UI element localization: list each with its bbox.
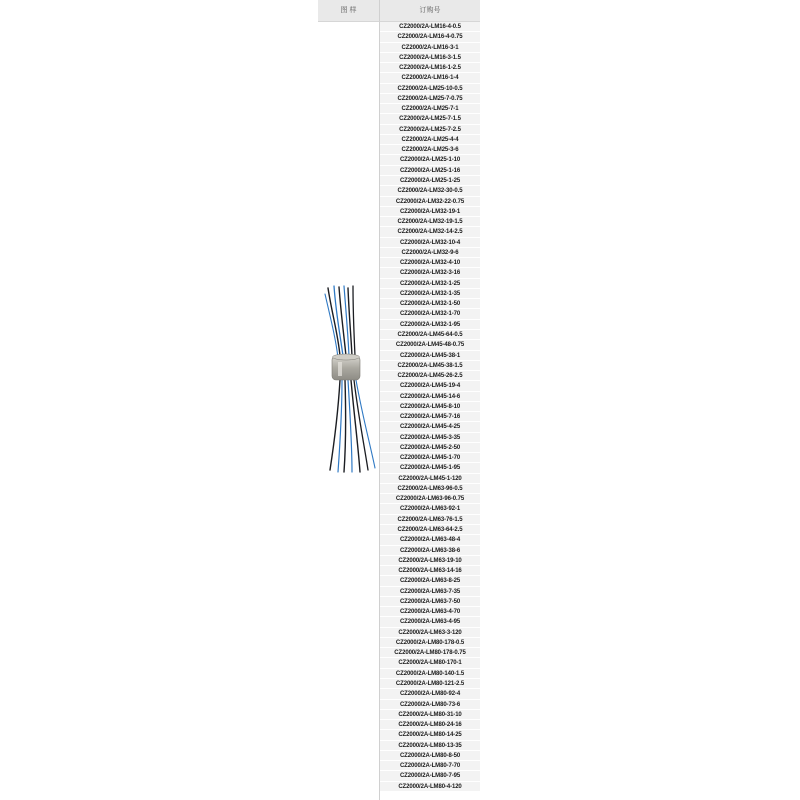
order-code-row: CZ2000/2A-LM80-7-95 <box>380 771 480 781</box>
order-code-row: CZ2000/2A-LM25-1-16 <box>380 166 480 176</box>
cable-slip-ring-image <box>322 284 378 474</box>
order-code-row: CZ2000/2A-LM80-13-35 <box>380 741 480 751</box>
order-code-row: CZ2000/2A-LM32-30-0.5 <box>380 186 480 196</box>
order-code-row: CZ2000/2A-LM80-92-4 <box>380 689 480 699</box>
order-code-row: CZ2000/2A-LM32-1-25 <box>380 279 480 289</box>
order-code-row: CZ2000/2A-LM80-31-10 <box>380 710 480 720</box>
order-code-row: CZ2000/2A-LM45-1-120 <box>380 474 480 484</box>
order-code-row: CZ2000/2A-LM45-64-0.5 <box>380 330 480 340</box>
order-code-row: CZ2000/2A-LM32-1-70 <box>380 309 480 319</box>
order-code-row: CZ2000/2A-LM45-4-25 <box>380 422 480 432</box>
order-code-row: CZ2000/2A-LM45-38-1.5 <box>380 361 480 371</box>
order-code-row: CZ2000/2A-LM25-7-0.75 <box>380 94 480 104</box>
order-code-row: CZ2000/2A-LM80-121-2.5 <box>380 679 480 689</box>
order-code-row: CZ2000/2A-LM63-48-4 <box>380 535 480 545</box>
order-code-row: CZ2000/2A-LM63-4-70 <box>380 607 480 617</box>
order-code-row: CZ2000/2A-LM32-22-0.75 <box>380 197 480 207</box>
column-header-order-code: 订购号 <box>380 0 480 22</box>
order-code-row: CZ2000/2A-LM32-19-1.5 <box>380 217 480 227</box>
order-code-row: CZ2000/2A-LM63-19-10 <box>380 556 480 566</box>
order-code-row: CZ2000/2A-LM16-4-0.75 <box>380 32 480 42</box>
order-code-row: CZ2000/2A-LM80-7-70 <box>380 761 480 771</box>
order-code-row: CZ2000/2A-LM32-3-16 <box>380 268 480 278</box>
order-code-row: CZ2000/2A-LM63-8-25 <box>380 576 480 586</box>
order-code-row: CZ2000/2A-LM45-8-10 <box>380 402 480 412</box>
order-code-row: CZ2000/2A-LM63-92-1 <box>380 504 480 514</box>
order-code-row: CZ2000/2A-LM45-26-2.5 <box>380 371 480 381</box>
order-code-row: CZ2000/2A-LM80-178-0.5 <box>380 638 480 648</box>
order-code-row: CZ2000/2A-LM63-7-35 <box>380 587 480 597</box>
order-code-row: CZ2000/2A-LM32-1-35 <box>380 289 480 299</box>
order-code-row: CZ2000/2A-LM80-8-50 <box>380 751 480 761</box>
order-code-row: CZ2000/2A-LM63-3-120 <box>380 628 480 638</box>
order-code-row: CZ2000/2A-LM80-178-0.75 <box>380 648 480 658</box>
order-code-row: CZ2000/2A-LM45-3-35 <box>380 433 480 443</box>
order-code-row: CZ2000/2A-LM32-1-95 <box>380 320 480 330</box>
order-code-row: CZ2000/2A-LM63-4-95 <box>380 617 480 627</box>
column-header-image: 图 样 <box>318 0 380 22</box>
order-code-row: CZ2000/2A-LM63-38-6 <box>380 546 480 556</box>
order-code-row: CZ2000/2A-LM32-14-2.5 <box>380 227 480 237</box>
order-code-row: CZ2000/2A-LM45-1-70 <box>380 453 480 463</box>
order-code-row: CZ2000/2A-LM63-14-16 <box>380 566 480 576</box>
order-code-row: CZ2000/2A-LM16-1-2.5 <box>380 63 480 73</box>
order-code-row: CZ2000/2A-LM45-38-1 <box>380 351 480 361</box>
order-code-row: CZ2000/2A-LM16-1-4 <box>380 73 480 83</box>
order-code-row: CZ2000/2A-LM45-48-0.75 <box>380 340 480 350</box>
order-code-row: CZ2000/2A-LM45-19-4 <box>380 381 480 391</box>
order-code-row: CZ2000/2A-LM80-140-1.5 <box>380 669 480 679</box>
image-column <box>318 22 380 800</box>
order-code-row: CZ2000/2A-LM63-64-2.5 <box>380 525 480 535</box>
order-code-row: CZ2000/2A-LM45-14-6 <box>380 392 480 402</box>
order-code-row: CZ2000/2A-LM45-2-50 <box>380 443 480 453</box>
order-code-row: CZ2000/2A-LM45-7-16 <box>380 412 480 422</box>
order-code-row: CZ2000/2A-LM32-19-1 <box>380 207 480 217</box>
order-code-row: CZ2000/2A-LM80-73-6 <box>380 700 480 710</box>
order-code-row: CZ2000/2A-LM25-7-1.5 <box>380 114 480 124</box>
order-code-row: CZ2000/2A-LM16-3-1.5 <box>380 53 480 63</box>
order-code-row: CZ2000/2A-LM25-3-6 <box>380 145 480 155</box>
order-code-row: CZ2000/2A-LM80-170-1 <box>380 658 480 668</box>
order-code-row: CZ2000/2A-LM16-4-0.5 <box>380 22 480 32</box>
order-code-row: CZ2000/2A-LM32-1-50 <box>380 299 480 309</box>
order-code-row: CZ2000/2A-LM32-4-10 <box>380 258 480 268</box>
order-code-row: CZ2000/2A-LM63-96-0.5 <box>380 484 480 494</box>
order-code-row: CZ2000/2A-LM25-1-25 <box>380 176 480 186</box>
order-code-row: CZ2000/2A-LM32-10-4 <box>380 238 480 248</box>
order-code-row: CZ2000/2A-LM16-3-1 <box>380 43 480 53</box>
order-code-row: CZ2000/2A-LM63-96-0.75 <box>380 494 480 504</box>
order-code-row: CZ2000/2A-LM63-7-50 <box>380 597 480 607</box>
order-code-list <box>380 22 480 800</box>
order-code-row: CZ2000/2A-LM80-14-25 <box>380 730 480 740</box>
order-code-row: CZ2000/2A-LM25-4-4 <box>380 135 480 145</box>
order-code-row: CZ2000/2A-LM63-76-1.5 <box>380 515 480 525</box>
order-code-row: CZ2000/2A-LM32-9-6 <box>380 248 480 258</box>
order-code-row: CZ2000/2A-LM80-4-120 <box>380 782 480 792</box>
order-code-row: CZ2000/2A-LM25-7-2.5 <box>380 125 480 135</box>
order-code-table <box>318 0 480 800</box>
order-code-row: CZ2000/2A-LM25-10-0.5 <box>380 84 480 94</box>
order-code-row: CZ2000/2A-LM25-7-1 <box>380 104 480 114</box>
order-code-row: CZ2000/2A-LM25-1-10 <box>380 155 480 165</box>
order-code-row: CZ2000/2A-LM80-24-16 <box>380 720 480 730</box>
order-code-row: CZ2000/2A-LM45-1-95 <box>380 463 480 473</box>
